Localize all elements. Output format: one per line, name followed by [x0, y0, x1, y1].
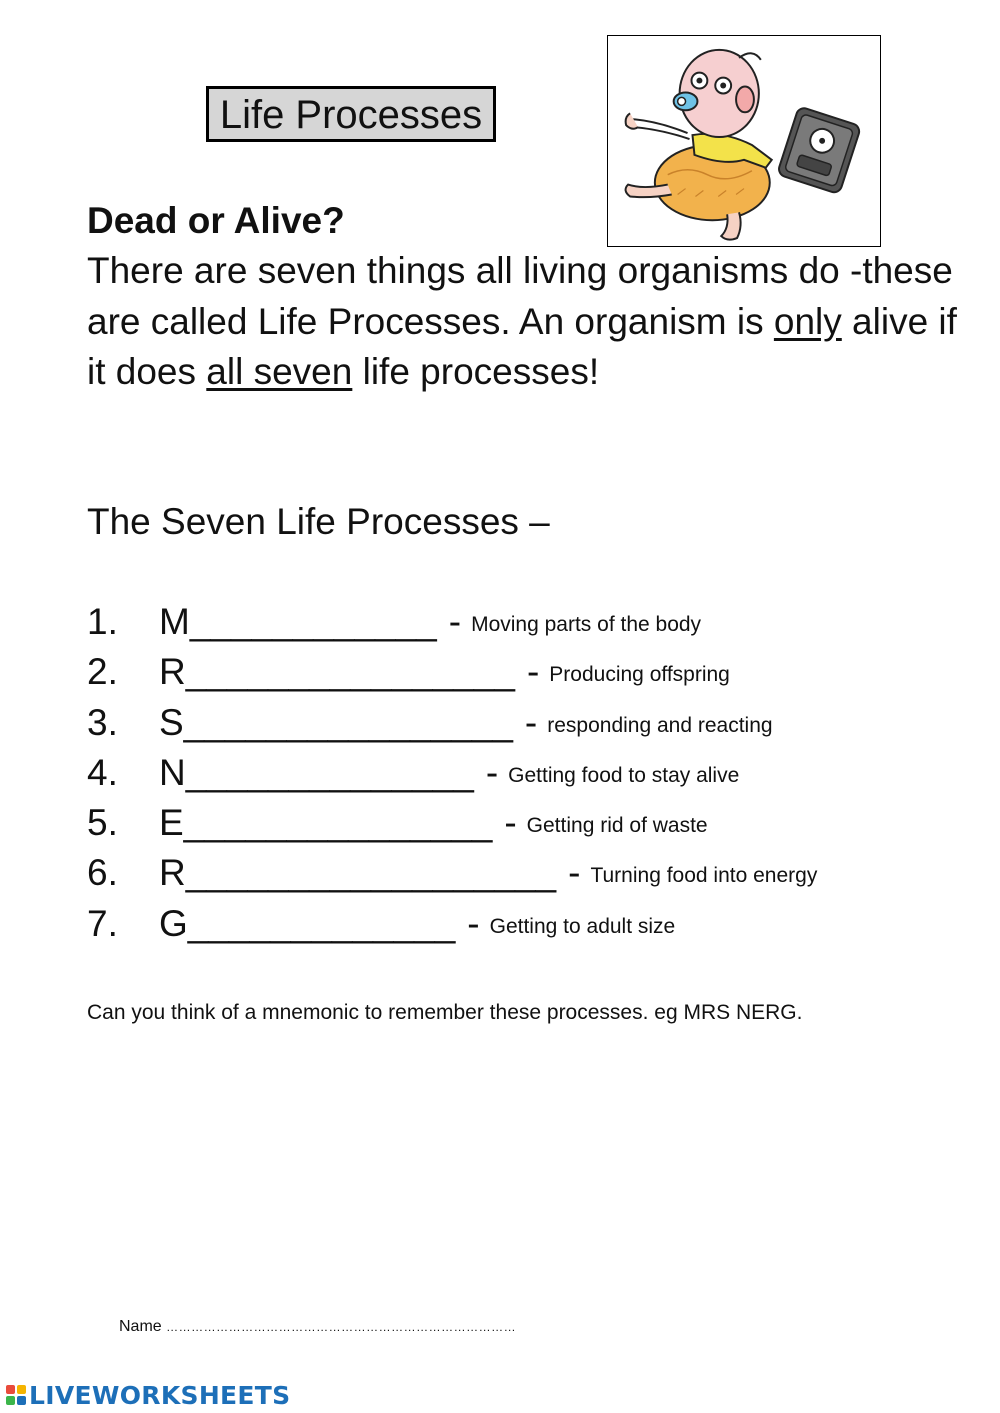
intro-emphasis-only: only [773, 300, 842, 342]
process-row [87, 798, 987, 848]
baby-illustration [607, 35, 881, 247]
process-description: Producing offspring [549, 663, 730, 687]
process-answer-blank[interactable] [159, 798, 708, 854]
process-blank-text[interactable]: N______________ [159, 751, 474, 793]
process-dash: - [485, 751, 499, 793]
logo-text: LIVEWORKSHEETS [29, 1380, 291, 1410]
process-row [87, 647, 987, 697]
process-answer-blank[interactable] [159, 899, 675, 955]
logo-square [6, 1385, 15, 1394]
process-number: 6. [87, 852, 118, 894]
processes-title: The Seven Life Processes – [87, 501, 550, 542]
section-heading: Dead or Alive? [87, 200, 345, 241]
mnemonic-prompt: Can you think of a mnemonic to remember these processes. eg MRS NERG. [87, 1001, 803, 1024]
process-answer-blank[interactable] [159, 748, 739, 804]
process-dash: - [467, 902, 480, 944]
process-description: Getting rid of waste [526, 814, 708, 838]
process-answer-blank[interactable] [159, 698, 773, 754]
intro-paragraph [87, 246, 967, 398]
process-blank-text[interactable]: R__________________ [159, 852, 557, 894]
process-description: Getting food to stay alive [508, 763, 740, 787]
process-description: Getting to adult size [489, 914, 676, 938]
process-dash: - [568, 852, 581, 894]
process-answer-blank[interactable] [159, 597, 701, 653]
logo-squares-icon [6, 1385, 26, 1405]
process-blank-text[interactable]: G_____________ [159, 902, 456, 944]
process-blank-text[interactable]: S________________ [159, 701, 513, 743]
logo-square [17, 1396, 26, 1405]
process-row [87, 748, 987, 798]
process-dash: - [526, 651, 540, 693]
name-dotted-line[interactable]: ………………………………………………………………………… [166, 1320, 517, 1334]
intro-emphasis-all-seven: all seven [206, 351, 353, 392]
process-description: responding and reacting [547, 713, 773, 737]
process-number: 3. [87, 701, 118, 743]
process-number: 7. [87, 902, 118, 944]
worksheet-title: Life Processes [206, 86, 496, 142]
processes-list [87, 597, 987, 949]
logo-square [17, 1385, 26, 1394]
intro-text-2: alive if it does [87, 300, 957, 392]
process-row [87, 899, 987, 949]
baby-with-scale-picture [608, 36, 880, 246]
process-blank-text[interactable]: M____________ [159, 601, 437, 642]
process-answer-blank[interactable] [159, 848, 817, 904]
process-number: 2. [87, 651, 118, 693]
process-dash: - [524, 701, 538, 743]
process-row [87, 597, 987, 647]
process-dash: - [448, 601, 462, 642]
intro-text-3: life processes! [352, 351, 600, 392]
intro-text-1: There are seven things all living organisms do -these are called Life Processes. An organism is [87, 250, 953, 342]
logo-square [6, 1396, 15, 1405]
name-label: Name [119, 1318, 162, 1335]
process-number: 5. [87, 802, 118, 844]
process-description: Turning food into energy [590, 864, 818, 888]
liveworksheets-logo [6, 1378, 290, 1412]
process-number: 1. [87, 601, 118, 642]
process-answer-blank[interactable] [159, 647, 730, 703]
process-blank-text[interactable]: R________________ [159, 651, 515, 693]
process-row [87, 848, 987, 898]
process-blank-text[interactable]: E_______________ [159, 802, 493, 844]
process-description: Moving parts of the body [471, 613, 702, 636]
process-number: 4. [87, 751, 118, 793]
process-row [87, 698, 987, 748]
name-field[interactable] [119, 1316, 516, 1338]
process-dash: - [504, 802, 517, 844]
